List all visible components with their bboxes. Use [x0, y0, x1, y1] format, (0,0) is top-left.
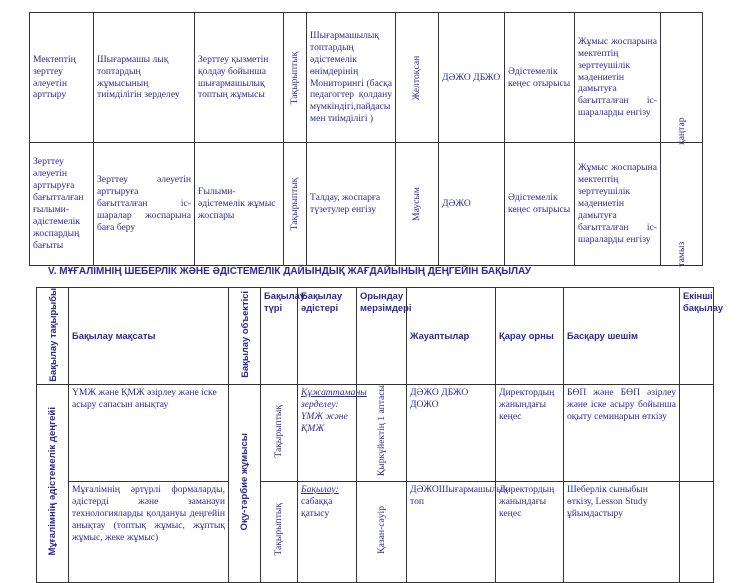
cell-type: Тақырыптық — [261, 481, 298, 582]
table-row — [37, 385, 714, 481]
header-goal: Бақылау мақсаты — [69, 288, 229, 385]
cell-goal: ҮМЖ және ҚМЖ әзірлеу және іске асыру сапасын анықтау — [69, 385, 229, 481]
cell-type: Тақырыптық — [284, 143, 307, 266]
cell-responsible: ДӘЖО ДБЖО — [439, 13, 505, 143]
section-title: V. МҰҒАЛІМНІҢ ШЕБЕРЛІК ЖӘНЕ ӘДІСТЕМЕЛІК ДАЙЫНДЫҚ ЖАҒДАЙЫНЫҢ ДЕҢГЕЙІН БАҚЫЛАУ — [48, 266, 532, 277]
table-row — [30, 143, 703, 266]
cell-method: Бақылау: сабаққа қатысу — [298, 481, 357, 582]
header-object: Бақылау объектісі — [229, 288, 261, 385]
cell-object: Оқу-тәрбие жұмысы — [229, 385, 261, 582]
cell-second — [680, 481, 714, 582]
cell-topic: Мұғалімнің әдістемелік деңгейі — [37, 385, 69, 582]
cell-object: Ғылыми-әдістемелік жұмыс жоспары — [195, 143, 284, 266]
header-row — [37, 288, 714, 385]
cell-type: Тақырыптық — [284, 13, 307, 143]
cell-direction: Мектептің зерттеу әлеуетін арттыру — [30, 13, 94, 143]
cell-term: Желтоқсан — [396, 13, 439, 143]
cell-second — [680, 385, 714, 481]
header-decision: Басқару шешім — [564, 288, 680, 385]
cell-place: Директордың жанындағы кеңес — [496, 385, 564, 481]
header-methods: Бақылау әдістері — [298, 288, 357, 385]
cell-term: Маусым — [396, 143, 439, 266]
cell-decision: Жұмыс жоспарына мектептің зерттеушілік мәдениетін дамытуға бағытталған іс-шараларды енгізу — [575, 143, 661, 266]
cell-decision: БӨП және БӨП әзірлеу және іске асыру бойынша оқыту семинарын өткізу — [564, 385, 680, 481]
cell-term: Қазан-сәуір — [357, 481, 407, 582]
cell-responsible: ДӘЖО — [439, 143, 505, 266]
cell-term: Қыркүйектің 1 аптасы — [357, 385, 407, 481]
cell-decision: Шеберлік сыныбын өткізу, Lesson Study ұйымдастыру — [564, 481, 680, 582]
cell-place: Әдістемелік кеңес отырысы — [505, 13, 575, 143]
cell-responsible: ДӘЖО ДБЖО ДОЖО — [407, 385, 496, 481]
cell-second: тамыз — [661, 143, 703, 266]
cell-place: Директордың жанындағы кеңес — [496, 481, 564, 582]
header-term: Орындау мерзімдері — [357, 288, 407, 385]
cell-method: Шығармашылық топтардың әдістемелік өнімдерінің Мониторингі (басқа педагогтер қолдану мүмкіндігі,пайдасы мен тиімділігі ) — [307, 13, 396, 143]
table-row — [30, 13, 703, 143]
header-responsible: Жауаптылар — [407, 288, 496, 385]
cell-goal: Мұғалімнің әртүрлі формаларды, әдістерді және заманауи технологияларды қолдануы деңгейін анықтау (топтық жұмыс, жұптық жұмыс, жеке жұмыс) — [69, 481, 229, 582]
cell-method: Талдау, жоспарға түзетулер енгізу — [307, 143, 396, 266]
cell-decision: Жұмыс жоспарына мектептің зерттеушілік мәдениетін дамытуға бағытталған іс-шараларды енгізу — [575, 13, 661, 143]
control-table — [36, 287, 724, 583]
cell-object: Зерттеу қызметін қолдау бойынша шығармашылық топтың жұмысы — [195, 13, 284, 143]
plan-table — [29, 12, 703, 266]
cell-direction: Зерттеу әлеуетін арттыруға бағытталған ғылыми-әдістемелік жоспардың бағыты — [30, 143, 94, 266]
header-second: Екінші бақылау — [680, 288, 714, 385]
header-topic: Бақылау тақырыбы — [37, 288, 69, 385]
table-row — [37, 481, 714, 582]
cell-second: қаңтар — [661, 13, 703, 143]
cell-type: Тақырыптық — [261, 385, 298, 481]
cell-place: Әдістемелік кеңес отырысы — [505, 143, 575, 266]
cell-task: Шығармашы лық топтардың жұмысының тиімділігін зерделеу — [94, 13, 195, 143]
cell-task: Зерттеу әлеуетін арттыруға бағытталған іс-шаралар жоспарына баға беру — [94, 143, 195, 266]
cell-responsible: ДӘЖОШығармашылық топ — [407, 481, 496, 582]
cell-method: Құжаттаманы зерделеу: ҮМЖ және ҚМЖ — [298, 385, 357, 481]
header-place: Қарау орны — [496, 288, 564, 385]
header-type: Бақылау түрі — [261, 288, 298, 385]
